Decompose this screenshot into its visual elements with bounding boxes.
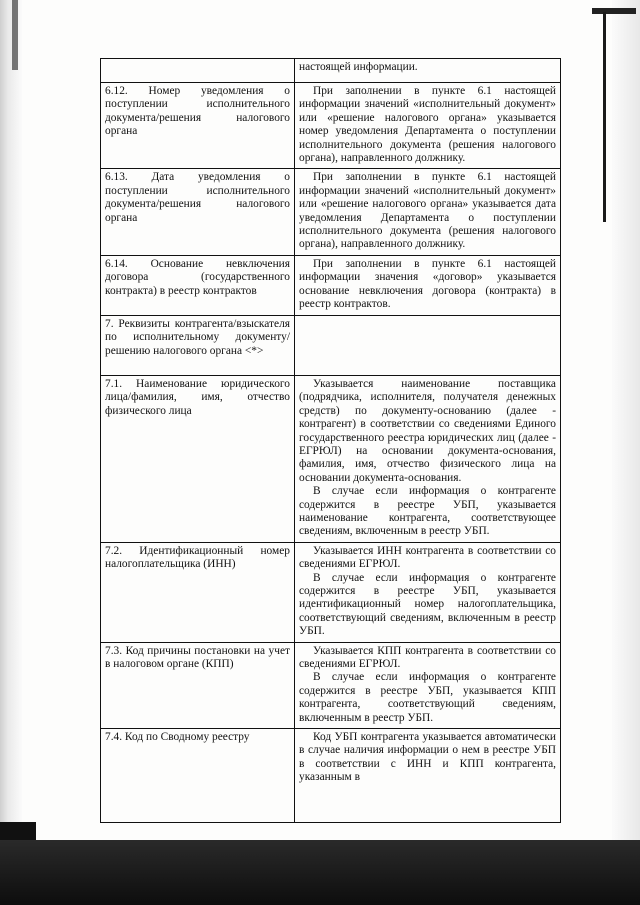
paragraph: Указывается КПП контрагента в соответствии со сведениями ЕГРЮЛ. bbox=[299, 644, 556, 670]
row-description bbox=[295, 59, 561, 83]
row-description bbox=[295, 542, 561, 642]
paragraph: Код УБП контрагента указывается автоматически в случае наличия информации о нем в реестре УБП в соответствии с ИНН и КПП контрагента, указанным в bbox=[299, 731, 556, 784]
table-row bbox=[101, 642, 561, 728]
row-description bbox=[295, 315, 561, 375]
row-label: 6.14. Основание невключения договора (государственного контракта) в реестр контрактов bbox=[101, 255, 295, 315]
requisites-table bbox=[100, 58, 561, 823]
row-label: 6.12. Номер уведомления о поступлении исполнительного документа/решения налогового органа bbox=[101, 83, 295, 169]
scan-edge-left bbox=[0, 0, 22, 905]
row-label: 7.2. Идентификационный номер налогоплательщика (ИНН) bbox=[101, 542, 295, 642]
table-row bbox=[101, 83, 561, 169]
table-row bbox=[101, 169, 561, 255]
row-label: 7.1. Наименование юридического лица/фамилия, имя, отчество физического лица bbox=[101, 375, 295, 542]
table-row bbox=[101, 315, 561, 375]
table-row bbox=[101, 59, 561, 83]
row-description bbox=[295, 642, 561, 728]
table-row bbox=[101, 542, 561, 642]
paragraph: В случае если информация о контрагенте содержится в реестре УБП, указывается идентификационный номер налогоплательщика, соответствующий сведениям, включенным в реестр УБП. bbox=[299, 571, 556, 638]
paragraph: При заполнении в пункте 6.1 настоящей информации значения «договор» указывается основание невключения договора (контракта) в реестр контрактов. bbox=[299, 257, 556, 311]
row-description bbox=[295, 169, 561, 255]
scan-edge-bottom bbox=[0, 840, 640, 905]
row-description bbox=[295, 255, 561, 315]
row-label: 7.3. Код причины постановки на учет в налоговом органе (КПП) bbox=[101, 642, 295, 728]
paragraph: При заполнении в пункте 6.1 настоящей информации значений «исполнительный документ» или «решение налогового органа» указывается дата уведомления Департамента о поступлении исполнительного документа (решения налогового органа), направленного должнику. bbox=[299, 171, 556, 251]
paragraph: В случае если информация о контрагенте содержится в реестре УБП, указывается наименование контрагента, соответствующее сведениям, включенным в реестр УБП. bbox=[299, 485, 556, 538]
paragraph: При заполнении в пункте 6.1 настоящей информации значений «исполнительный документ» или «решение налогового органа» указывается номер уведомления Департамента о поступлении исполнительного документа (решения налогового органа), направленного должнику. bbox=[299, 85, 556, 165]
scan-mark-top-right bbox=[592, 8, 636, 14]
row-label bbox=[101, 59, 295, 83]
scan-mark-left bbox=[12, 0, 18, 70]
scan-line-right bbox=[603, 12, 606, 222]
row-label: 7. Реквизиты контрагента/взыскателя по исполнительному документу/решению налогового органа <*> bbox=[101, 315, 295, 375]
row-description bbox=[295, 83, 561, 169]
paragraph: В случае если информация о контрагенте содержится в реестре УБП, указывается КПП контрагента, соответствующий сведениям, включенным в реестр УБП. bbox=[299, 671, 556, 724]
row-description bbox=[295, 729, 561, 823]
row-label: 7.4. Код по Сводному реестру bbox=[101, 729, 295, 823]
table-row bbox=[101, 255, 561, 315]
paragraph: Указывается наименование поставщика (подрядчика, исполнителя, получателя денежных средств) по документу-основанию (далее - контрагент) в соответствии со сведениями Единого государственного реестра юридических лиц (далее - ЕГРЮЛ) на основании документа-основания, фамилия, имя, отчество физического лица на основании документа-основания. bbox=[299, 377, 556, 484]
row-label: 6.13. Дата уведомления о поступлении исполнительного документа/решения налогового органа bbox=[101, 169, 295, 255]
scan-edge-right bbox=[612, 0, 640, 905]
paragraph: Указывается ИНН контрагента в соответствии со сведениями ЕГРЮЛ. bbox=[299, 544, 556, 571]
table-row bbox=[101, 375, 561, 542]
paragraph: настоящей информации. bbox=[299, 61, 418, 73]
row-description bbox=[295, 375, 561, 542]
table-row bbox=[101, 729, 561, 823]
